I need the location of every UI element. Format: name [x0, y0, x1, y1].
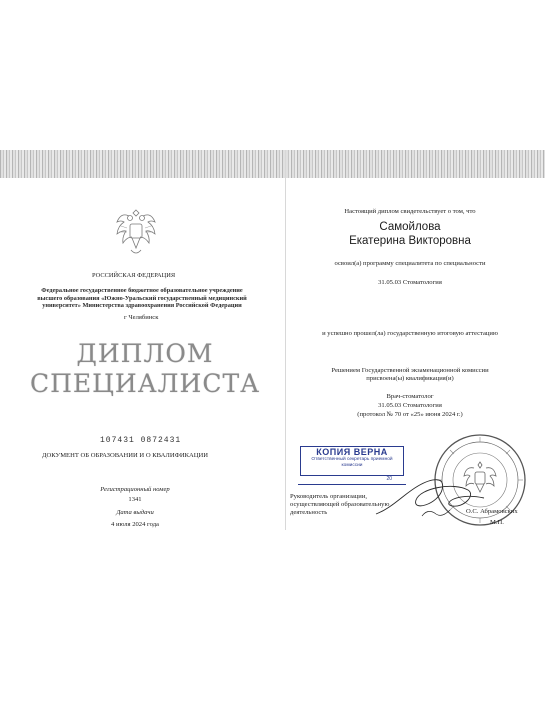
stamp-title: КОПИЯ ВЕРНА: [316, 447, 388, 457]
issue-date-value: 4 июля 2024 года: [111, 521, 159, 528]
stamp-line: комиссии: [341, 462, 363, 468]
program-text: освоил(а) программу специалитета по специальности: [334, 260, 486, 267]
intro-text: Настоящий диплом свидетельствует о том, что: [344, 208, 476, 215]
decision-line: присвоена(ы) квалификация(и): [366, 375, 454, 382]
coat-of-arms-icon: [113, 206, 159, 262]
institution-line: высшего образования «Южно-Уральский государственный медицинский: [37, 294, 247, 302]
signer-line: деятельность: [290, 509, 328, 516]
institution-line: университет» Министерства здравоохранения Российской Федерации: [42, 302, 242, 310]
qualification: Врач-стоматолог: [386, 393, 434, 400]
signer-title: [290, 493, 430, 517]
institution-name: [22, 287, 262, 310]
decision-text: [300, 367, 520, 383]
specialty-repeat: 31.05.03 Стоматология: [378, 402, 442, 409]
specialty: 31.05.03 Стоматология: [378, 279, 442, 286]
signer-line: осуществляющей образовательную: [290, 501, 390, 508]
protocol-text: (протокол № 70 от «25» июня 2024 г.): [357, 411, 463, 418]
signer-line: Руководитель организации,: [290, 493, 367, 500]
reg-number-value: 1341: [128, 496, 142, 503]
graduate-given-names: Екатерина Викторовна: [349, 235, 471, 247]
document-type: ДОКУМЕНТ ОБ ОБРАЗОВАНИИ И О КВАЛИФИКАЦИИ: [42, 452, 209, 459]
issue-date-label: Дата выдачи: [116, 509, 154, 516]
seal-place-label: М.П.: [490, 519, 504, 526]
stamp-line: Ответственный секретарь приемной: [311, 457, 393, 462]
signer-name: О.С. Абрамовских: [466, 508, 518, 515]
scan-band-right: [285, 150, 545, 178]
federation-label: РОССИЙСКАЯ ФЕДЕРАЦИЯ: [92, 272, 176, 279]
reg-number-label: Регистрационный номер: [100, 486, 170, 493]
serial-number: 107431 0872431: [100, 436, 182, 445]
graduate-surname: Самойлова: [379, 221, 441, 233]
institution-line: Федеральное государственное бюджетное образовательное учреждение: [41, 287, 243, 294]
decision-line: Решением Государственной экзаменационной комиссии: [331, 367, 489, 374]
stamp-date-line: [298, 476, 406, 485]
attestation-text: и успешно прошел(ла) государственную итоговую аттестацию: [322, 330, 498, 337]
diploma-title-line1: ДИПЛОМ: [76, 339, 214, 368]
stamp-date-tail: 20: [386, 476, 392, 482]
diploma-title-line2: СПЕЦИАЛИСТА: [29, 369, 261, 398]
page-fold: [285, 150, 286, 530]
scan-band-left: [0, 150, 285, 178]
city-label: г Челябинск: [124, 314, 159, 321]
copy-certified-stamp: [300, 446, 404, 476]
